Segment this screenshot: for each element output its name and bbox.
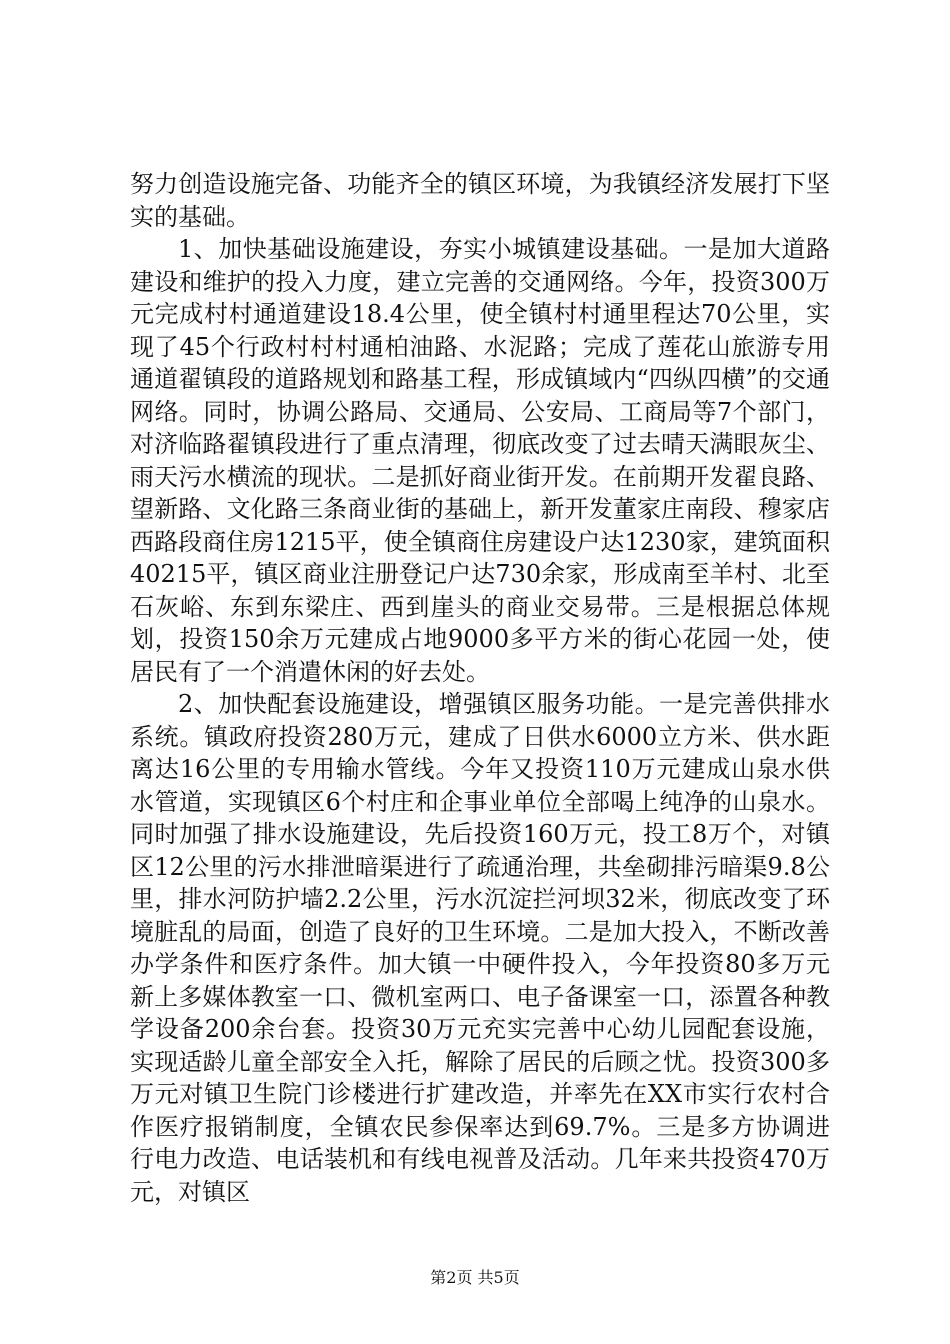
page-footer bbox=[0, 1268, 950, 1288]
paragraph-infrastructure: 1、加快基础设施建设，夯实小城镇建设基础。一是加大道路建设和维护的投入力度，建立完善的交通网络。今年，投资300万元完成村村通道建设18.4公里，使全镇村村通里程达70公里，实现了45个行政村村村通柏油路、水泥路；完成了莲花山旅游专用通道翟镇段的道路规划和路基工程，形成镇域内“四纵四横”的交通网络。同时，协调公路局、交通局、公安局、工商局等7个部门，对济临路翟镇段进行了重点清理，彻底改变了过去晴天满眼灰尘、雨天污水横流的现状。二是抓好商业街开发。在前期开发翟良路、望新路、文化路三条商业街的基础上，新开发董家庄南段、穆家店西路段商住房1215平，使全镇商住房建设户达1230家，建筑面积40215平，镇区商业注册登记户达730余家，形成南至羊村、北至石灰峪、东到东梁庄、西到崖头的商业交易带。三是根据总体规划，投资150余万元建成占地9000多平方米的街心花园一处，使居民有了一个消遣休闲的好去处。 bbox=[130, 235, 830, 686]
document-body bbox=[130, 168, 830, 1208]
paragraph-continuation: 努力创造设施完备、功能齐全的镇区环境，为我镇经济发展打下坚实的基础。 bbox=[130, 170, 830, 231]
paragraph-supporting-facilities: 2、加快配套设施建设，增强镇区服务功能。一是完善供排水系统。镇政府投资280万元，建成了日供水6000立方米、供水距离达16公里的专用输水管线。今年又投资110万元建成山泉水供水管道，实现镇区6个村庄和企事业单位全部喝上纯净的山泉水。同时加强了排水设施建设，先后投资160万元，投工8万个，对镇区12公里的污水排泄暗渠进行了疏通治理，共垒砌排污暗渠9.8公里，排水河防护墙2.2公里，污水沉淀拦河坝32米，彻底改变了环境脏乱的局面，创造了良好的卫生环境。二是加大投入，不断改善办学条件和医疗条件。加大镇一中硬件投入，今年投资80多万元新上多媒体教室一口、微机室两口、电子备课室一口，添置各种教学设备200余台套。投资30万元充实完善中心幼儿园配套设施，实现适龄儿童全部安全入托，解除了居民的后顾之忧。投资300多万元对镇卫生院门诊楼进行扩建改造，并率先在XX市实行农村合作医疗报销制度，全镇农民参保率达到69.7%。三是多方协调进行电力改造、电话装机和有线电视普及活动。几年来共投资470万元，对镇区 bbox=[130, 690, 830, 1206]
page-number: 第2页 bbox=[430, 1268, 473, 1287]
page-total: 共5页 bbox=[477, 1268, 520, 1287]
